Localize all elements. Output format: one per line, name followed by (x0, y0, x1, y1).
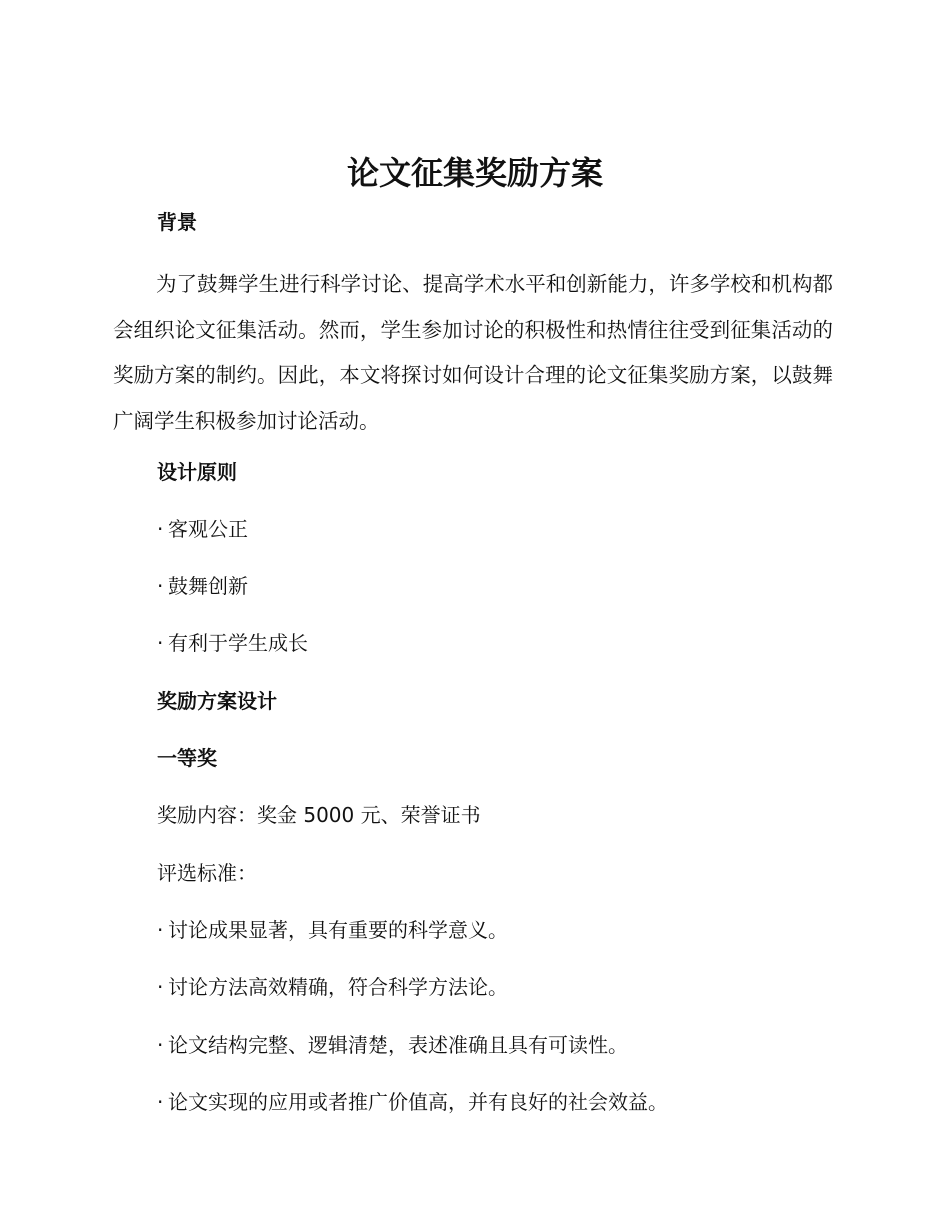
criteria-item (157, 916, 508, 944)
criteria-item (157, 1088, 668, 1116)
section-heading-principles: 设计原则 (157, 460, 237, 484)
document-title: 论文征集奖励方案 (346, 154, 603, 192)
bullet-marker: · (157, 517, 164, 541)
principle-item-text: 客观公正 (168, 517, 248, 541)
bullet-marker: · (157, 574, 164, 598)
bullet-marker: · (157, 975, 164, 999)
principle-item-text: 有利于学生成长 (168, 631, 308, 655)
first-prize-content: 奖励内容：奖金 5000 元、荣誉证书 (157, 803, 481, 827)
principle-item (157, 515, 248, 543)
bullet-marker: · (157, 1090, 164, 1114)
criteria-label: 评选标准： (157, 861, 257, 885)
criteria-item-text: 讨论方法高效精确，符合科学方法论。 (168, 975, 508, 999)
bullet-marker: · (157, 1033, 164, 1057)
criteria-item (157, 973, 508, 1001)
section-heading-background: 背景 (157, 210, 197, 234)
subsection-heading-first-prize: 一等奖 (157, 746, 217, 770)
criteria-item-text: 论文实现的应用或者推广价值高，并有良好的社会效益。 (168, 1090, 668, 1114)
principle-item (157, 629, 308, 657)
principle-item-text: 鼓舞创新 (168, 574, 248, 598)
section-heading-reward-design: 奖励方案设计 (157, 689, 277, 713)
criteria-item (157, 1031, 628, 1059)
principle-item (157, 572, 248, 600)
bullet-marker: · (157, 631, 164, 655)
criteria-item-text: 论文结构完整、逻辑清楚，表述准确且具有可读性。 (168, 1033, 628, 1057)
criteria-item-text: 讨论成果显著，具有重要的科学意义。 (168, 918, 508, 942)
background-paragraph: 为了鼓舞学生进行科学讨论、提高学术水平和创新能力，许多学校和机构都会组织论文征集活动。然而，学生参加讨论的积极性和热情往往受到征集活动的奖励方案的制约。因此，本文将探讨如何设计合理的论文征集奖励方案，以鼓舞广阔学生积极参加讨论活动。 (113, 272, 833, 433)
bullet-marker: · (157, 918, 164, 942)
